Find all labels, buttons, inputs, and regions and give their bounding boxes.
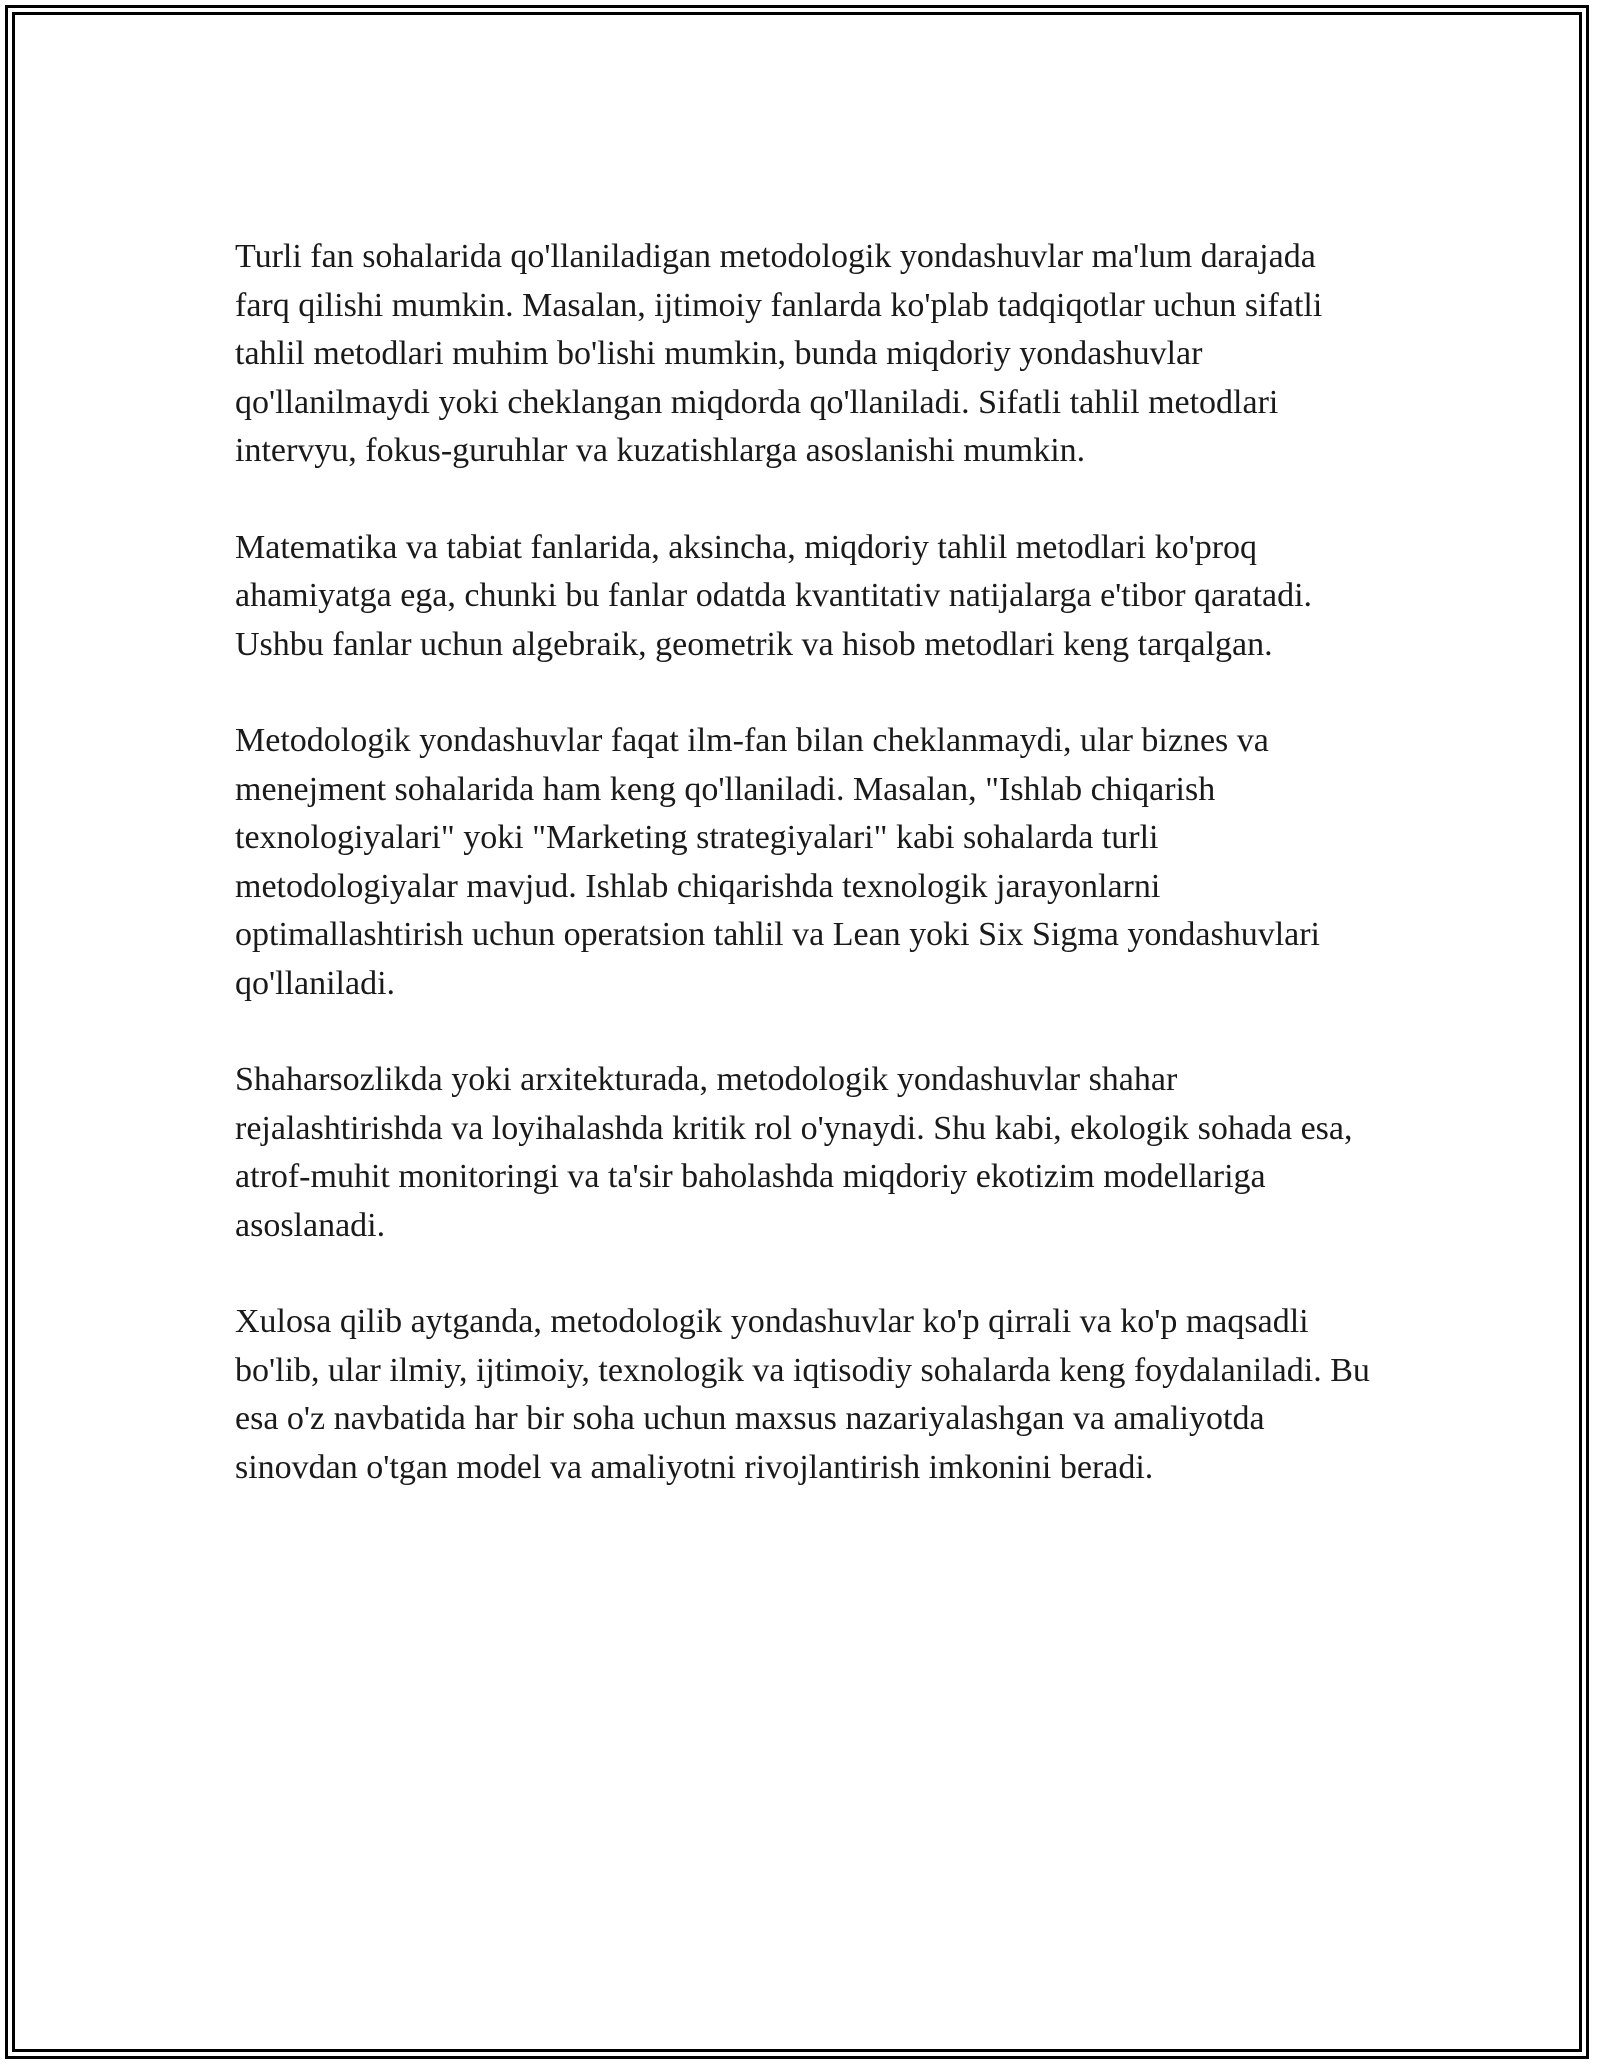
paragraph-5: Xulosa qilib aytganda, metodologik yondashuvlar ko'p qirrali va ko'p maqsadli bo'lib, ular ilmiy, ijtimoiy, texnologik va iqtisodiy sohalarda keng foydalaniladi. Bu esa o'z navbatida har bir soha uchun maxsus nazariyalashgan va amaliyotda sinovdan o'tgan model va amaliyotni rivojlantirish imkonini beradi. xyxy=(235,1303,1370,1486)
paragraph-1: Turli fan sohalarida qo'llaniladigan metodologik yondashuvlar ma'lum darajada farq qilishi mumkin. Masalan, ijtimoiy fanlarda ko'plab tadqiqotlar uchun sifatli tahlil metodlari muhim bo'lishi mumkin, bunda miqdoriy yondashuvlar qo'llanilmaydi yoki cheklangan miqdorda qo'llaniladi. Sifatli tahlil metodlari intervyu, fokus-guruhlar va kuzatishlarga asoslanishi mumkin. xyxy=(235,238,1323,469)
paragraph-4: Shaharsozlikda yoki arxitekturada, metodologik yondashuvlar shahar rejalashtirishda va loyihalashda kritik rol o'ynaydi. Shu kabi, ekologik sohada esa, atrof-muhit monitoringi va ta'sir baholashda miqdoriy ekotizim modellariga asoslanadi. xyxy=(235,1061,1353,1244)
paragraph-2: Matematika va tabiat fanlarida, aksincha, miqdoriy tahlil metodlari ko'proq ahamiyatga ega, chunki bu fanlar odatda kvantitativ natijalarga e'tibor qaratadi. Ushbu fanlar uchun algebraik, geometrik va hisob metodlari keng tarqalgan. xyxy=(235,528,1313,663)
paragraph-3: Metodologik yondashuvlar faqat ilm-fan bilan cheklanmaydi, ular biznes va menejment sohalarida ham keng qo'llaniladi. Masalan, "Ishlab chiqarish texnologiyalari" yoki "Marketing strategiyalari" kabi sohalarda turli metodologiyalar mavjud. Ishlab chiqarishda texnologik jarayonlarni optimallashtirish uchun operatsion tahlil va Lean yoki Six Sigma yondashuvlari qo'llaniladi. xyxy=(235,722,1320,1002)
document-body xyxy=(235,233,1370,1540)
